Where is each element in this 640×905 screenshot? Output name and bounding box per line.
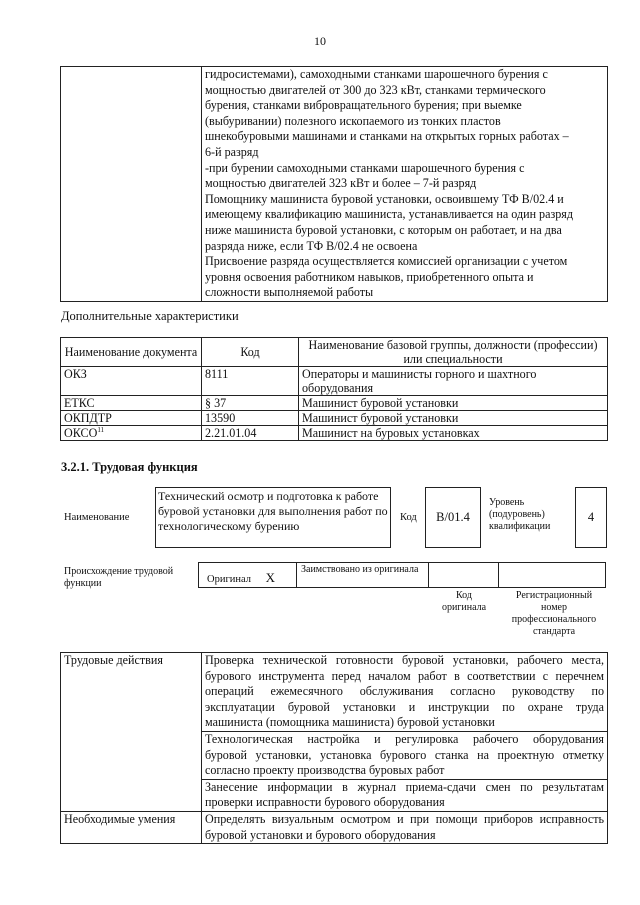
cell-name: Машинист буровой установки: [299, 396, 608, 411]
table-row: [61, 396, 608, 411]
level-box: 4: [575, 487, 607, 548]
text-line: машиниста (помощника машиниста) буровой установки: [205, 715, 495, 730]
table-row: [61, 811, 608, 843]
section-title: 3.2.1. Трудовая функция: [61, 460, 198, 474]
borrowed-cell: Заимствовано из оригинала: [296, 562, 428, 588]
table-header-row: [61, 338, 608, 367]
text-line: шнекобуровыми машинами и станками на открытых горных работах –: [205, 129, 569, 144]
text-line: Определять визуальным осмотром и при помощи приборов исправность: [205, 811, 604, 826]
skill-cell: [202, 811, 608, 843]
labor-action-cell: [202, 731, 608, 779]
labor-actions-table: [60, 652, 608, 844]
header-group: Наименование базовой группы, должности (профессии) или специальности: [299, 338, 608, 367]
cell-name: Машинист буровой установки: [299, 411, 608, 426]
text-line: эксплуатации буровой установки и инструкции по охране труда: [205, 699, 604, 714]
text-line: проверки исправности бурового оборудования: [205, 795, 445, 810]
text-line: операций ежемесячного обслуживания согласно руководству по: [205, 684, 604, 699]
text-line: Помощнику машиниста буровой установки, освоившему ТФ В/02.4 и: [205, 191, 564, 206]
cell-name: Операторы и машинисты горного и шахтного оборудования: [299, 367, 608, 396]
table-row: [61, 426, 608, 441]
name-label: Наименование: [64, 512, 130, 523]
header-doc: Наименование документа: [61, 338, 202, 367]
text-line: гидросистемами), самоходными станками шарошечного бурения с: [205, 67, 548, 81]
table-row: [61, 367, 608, 396]
cell-code: 8111: [202, 367, 299, 396]
original-mark: X: [265, 570, 276, 585]
table-row: [61, 653, 608, 732]
text-line: бурового инструмента перед началом работ в соответствии с перечнем: [205, 668, 604, 683]
function-code-box: В/01.4: [425, 487, 481, 548]
cell-doc: ОКЗ: [61, 367, 202, 396]
text-line: 6-й разряд: [205, 144, 259, 159]
level-label: Уровень (подуровень) квалификации: [489, 497, 551, 532]
reg-number-label: Регистрационный номер профессионального стандарта: [511, 590, 597, 637]
cell-code: 13590: [202, 411, 299, 426]
original-label: Оригинал: [207, 574, 251, 585]
qualification-table: [60, 66, 608, 302]
extra-characteristics-table: [60, 337, 608, 441]
text-line: буровой установки, установка бурового станка на проектную отметку: [205, 747, 604, 762]
text-line: (выбуривании) полезного ископаемого из тонких пластов: [205, 113, 501, 128]
empty-label-cell: [61, 67, 202, 302]
page-number: 10: [314, 34, 326, 48]
extra-characteristics-title: Дополнительные характеристики: [61, 309, 239, 323]
original-cell: [198, 562, 296, 588]
header-code: Код: [202, 338, 299, 367]
cell-code: § 37: [202, 396, 299, 411]
text-line: согласно проекту производства буровых работ: [205, 763, 445, 778]
cell-doc: ОКПДТР: [61, 411, 202, 426]
text-line: буровой установки и бурового оборудования: [205, 827, 436, 842]
cell-code: 2.21.01.04: [202, 426, 299, 441]
text-line: сложности выполняемой работы: [205, 285, 374, 300]
text-line: ниже машиниста буровой установки, с которым он работает, и на два: [205, 222, 562, 237]
text-line: уровня освоения работником навыков, приобретенного опыта и: [205, 269, 534, 284]
skills-label: Необходимые умения: [61, 811, 202, 843]
text-line: Занесение информации в журнал приема-сдачи смен по результатам: [205, 779, 604, 794]
cell-name: Машинист на буровых установках: [299, 426, 608, 441]
text-line: Проверка технической готовности буровой установки, рабочего места,: [205, 653, 604, 667]
qualification-text-cell: [202, 67, 608, 302]
text-line: мощностью двигателей 323 кВт и более – 7-й разряд: [205, 176, 477, 191]
labor-action-cell: [202, 653, 608, 732]
text-line: Присвоение разряда осуществляется комиссией организации с учетом: [205, 254, 568, 269]
code-label: Код: [400, 512, 417, 523]
origin-label: Происхождение трудовой функции: [64, 566, 174, 589]
text-line: имеющему квалификацию машиниста, устанавливается на один разряд: [205, 207, 574, 222]
function-name-box: Технический осмотр и подготовка к работе буровой установки для выполнения работ по технологическому бурению: [155, 487, 391, 548]
origin-row: [198, 562, 606, 588]
footnote-mark: 11: [97, 425, 105, 434]
text-line: разряда ниже, если ТФ В/02.4 не освоена: [205, 238, 418, 253]
text-line: мощностью двигателей от 300 до 323 кВт, станками термического: [205, 82, 546, 97]
code-original-cell: [428, 562, 498, 588]
text-line: бурения, станками вибровращательного бурения; при выемке: [205, 98, 522, 113]
doc-text: ОКСО: [64, 426, 98, 440]
reg-number-cell: [498, 562, 606, 588]
text-line: -при бурении самоходными станками шарошечного бурения с: [205, 160, 525, 175]
cell-doc: [61, 426, 202, 441]
code-original-label: Код оригинала: [441, 590, 487, 613]
text-line: Технологическая настройка и регулировка рабочего оборудования: [205, 731, 604, 746]
labor-action-cell: [202, 779, 608, 811]
labor-actions-label: Трудовые действия: [61, 653, 202, 812]
table-row: [61, 411, 608, 426]
cell-doc: ЕТКС: [61, 396, 202, 411]
